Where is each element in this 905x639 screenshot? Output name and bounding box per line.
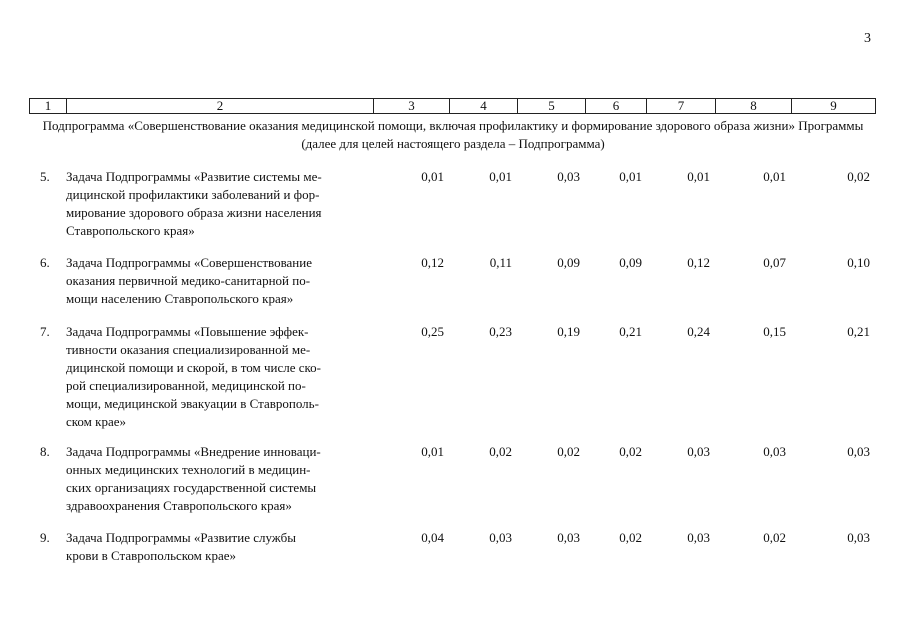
value-col-8: 0,15 (763, 324, 786, 339)
value-col-7: 0,03 (687, 444, 710, 459)
header-col-2: 2 (67, 99, 374, 113)
value-col-7: 0,12 (687, 255, 710, 270)
value-col-9: 0,21 (847, 324, 870, 339)
value-col-8: 0,07 (763, 255, 786, 270)
value-col-4: 0,23 (489, 324, 512, 339)
value-col-7: 0,01 (687, 169, 710, 184)
value-col-6: 0,02 (619, 444, 642, 459)
value-col-5: 0,03 (557, 169, 580, 184)
row-task-text: Задача Подпрограммы «Повышение эффек- тивности оказания специализированной ме- дицинской помощи и скорой, в том числе ско- рой специализированной, медицинской по- мощи, медицинской эвакуации в Ставрополь- ском крае» (66, 324, 321, 429)
value-col-4: 0,03 (489, 530, 512, 545)
value-col-6: 0,09 (619, 255, 642, 270)
page-number: 3 (864, 31, 871, 46)
value-col-6: 0,02 (619, 530, 642, 545)
row-number: 6. (40, 255, 50, 270)
value-col-3: 0,01 (421, 169, 444, 184)
header-col-8: 8 (716, 99, 792, 113)
header-col-4: 4 (450, 99, 518, 113)
value-col-5: 0,19 (557, 324, 580, 339)
value-col-5: 0,09 (557, 255, 580, 270)
value-col-4: 0,11 (489, 255, 512, 270)
row-task-text: Задача Подпрограммы «Совершенствование оказания первичной медико-санитарной по- мощи населению Ставропольского края» (66, 255, 312, 306)
row-task-text: Задача Подпрограммы «Развитие службы крови в Ставропольском крае» (66, 530, 296, 563)
row-number: 5. (40, 169, 50, 184)
header-col-5: 5 (518, 99, 586, 113)
value-col-4: 0,02 (489, 444, 512, 459)
row-number: 9. (40, 530, 50, 545)
value-col-3: 0,04 (421, 530, 444, 545)
row-task-text: Задача Подпрограммы «Внедрение инноваци- онных медицинских технологий в медицин- ских организациях государственной системы здравоохранения Ставропольского края» (66, 444, 321, 513)
header-col-1: 1 (30, 99, 67, 113)
row-number: 8. (40, 444, 50, 459)
value-col-9: 0,03 (847, 530, 870, 545)
header-col-3: 3 (374, 99, 450, 113)
value-col-9: 0,02 (847, 169, 870, 184)
value-col-8: 0,01 (763, 169, 786, 184)
value-col-8: 0,02 (763, 530, 786, 545)
subprogram-title: Подпрограмма «Совершенствование оказания медицинской помощи, включая профилактику и формирование здорового образа жизни» Программы (далее для целей настоящего раздела – Подпрограмма) (42, 118, 864, 151)
value-col-9: 0,03 (847, 444, 870, 459)
row-number: 7. (40, 324, 50, 339)
table-header-row (29, 98, 876, 114)
value-col-4: 0,01 (489, 169, 512, 184)
value-col-9: 0,10 (847, 255, 870, 270)
row-task-text: Задача Подпрограммы «Развитие системы ме- дицинской профилактики заболеваний и фор- мирование здорового образа жизни населения Ставропольского края» (66, 169, 322, 238)
value-col-7: 0,24 (687, 324, 710, 339)
value-col-5: 0,02 (557, 444, 580, 459)
value-col-3: 0,01 (421, 444, 444, 459)
header-col-6: 6 (586, 99, 647, 113)
value-col-5: 0,03 (557, 530, 580, 545)
header-col-9: 9 (830, 98, 837, 113)
value-col-8: 0,03 (763, 444, 786, 459)
value-col-3: 0,12 (421, 255, 444, 270)
value-col-7: 0,03 (687, 530, 710, 545)
value-col-6: 0,21 (619, 324, 642, 339)
value-col-3: 0,25 (421, 324, 444, 339)
header-col-7: 7 (647, 99, 716, 113)
value-col-6: 0,01 (619, 169, 642, 184)
